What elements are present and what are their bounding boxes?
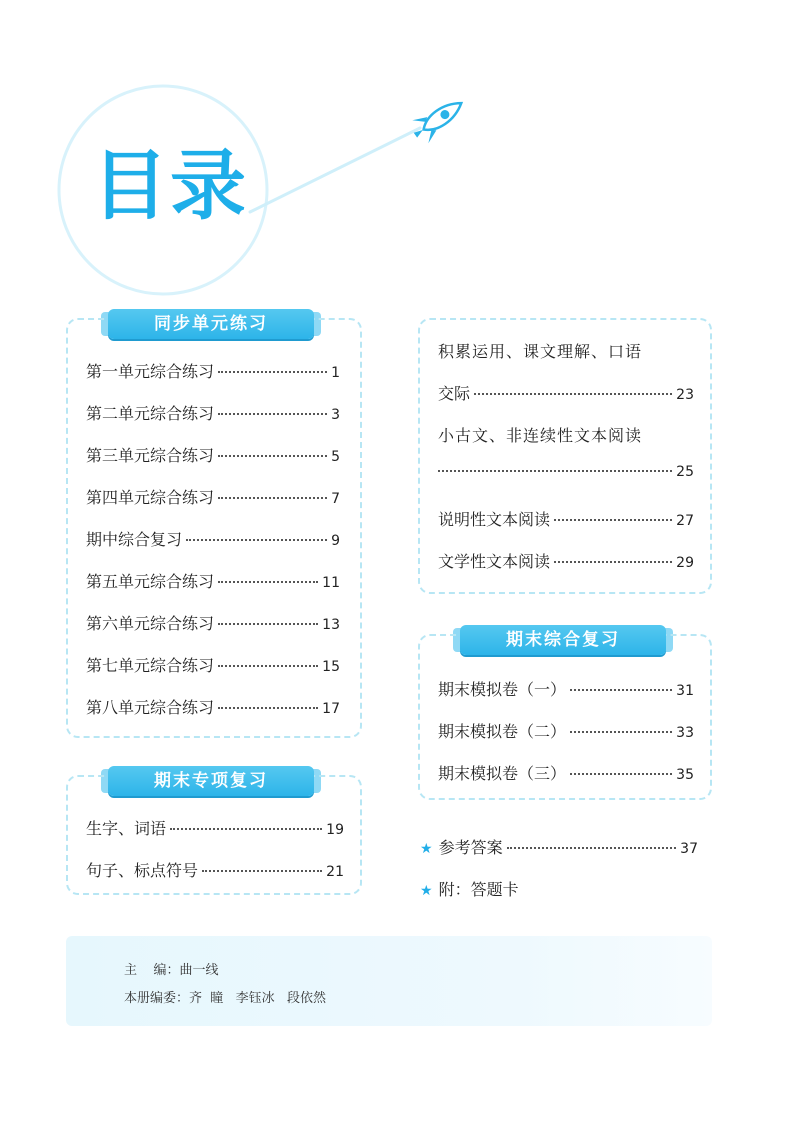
toc-label: 期中综合复习 [86,530,183,549]
toc-item[interactable] [438,761,694,783]
credits-band [66,936,712,1026]
toc-label: 期末模拟卷（一） [438,680,567,699]
section-heading-sync: 同步单元练习 [108,309,314,339]
toc-item[interactable] [86,359,340,381]
leader-dots [218,413,327,415]
toc-item[interactable] [86,695,340,717]
toc-page: 3 [331,407,340,423]
rocket-trail [250,128,420,212]
leader-dots [218,455,327,457]
toc-item[interactable] [438,464,694,486]
toc-label: 第八单元综合练习 [86,698,215,717]
editor-credit: 主 编：曲一线 [124,963,219,978]
toc-page: 19 [326,822,344,838]
toc-label: 句子、标点符号 [86,861,199,880]
leader-dots [186,539,327,541]
toc-label[interactable]: 小古文、非连续性文本阅读 [438,426,643,445]
toc-label: 参考答案 [438,838,503,857]
leader-dots [507,847,677,849]
leader-dots [570,689,672,691]
toc-page: 23 [676,387,694,403]
page-title: 目录 [92,141,248,230]
toc-page: 27 [676,513,694,529]
toc-label: 第四单元综合练习 [86,488,215,507]
editorial-board-credit: 本册编委：齐 瞳 李钰冰 段依然 [124,991,327,1006]
leader-dots [170,828,322,830]
toc-label: 生字、词语 [86,819,167,838]
toc-label: 附：答题卡 [438,880,519,899]
leader-dots [218,497,327,499]
star-icon: ★ [420,883,433,899]
leader-dots [474,393,672,395]
toc-page: 11 [322,575,340,591]
toc-item[interactable] [86,485,340,507]
toc-page: 9 [331,533,340,549]
leader-dots [202,870,322,872]
toc-page: 15 [322,659,340,675]
toc-label: 期末模拟卷（二） [438,722,567,741]
toc-item[interactable] [438,381,694,403]
leader-dots [218,665,318,667]
leader-dots [554,561,672,563]
toc-item[interactable] [438,549,694,571]
toc-page: 21 [326,864,344,880]
leader-dots [570,773,672,775]
toc-item[interactable] [86,858,344,880]
toc-page: 31 [676,683,694,699]
toc-item[interactable] [438,719,694,741]
toc-label: 第三单元综合练习 [86,446,215,465]
toc-label: 第六单元综合练习 [86,614,215,633]
leader-dots [438,470,672,472]
star-icon: ★ [420,841,433,857]
toc-page: 7 [331,491,340,507]
toc-page: 29 [676,555,694,571]
toc-label: 第七单元综合练习 [86,656,215,675]
toc-item[interactable] [86,401,340,423]
toc-item[interactable] [438,507,694,529]
toc-page: 13 [322,617,340,633]
toc-page: 5 [331,449,340,465]
toc-label: 期末模拟卷（三） [438,764,567,783]
toc-label: 文学性文本阅读 [438,552,551,571]
toc-item-answer-card[interactable] [420,877,698,899]
leader-dots [554,519,672,521]
toc-item-answers[interactable] [420,835,698,857]
toc-item[interactable] [86,816,344,838]
toc-page: 33 [676,725,694,741]
section-heading-special: 期末专项复习 [108,766,314,796]
toc-page: 25 [676,464,694,480]
toc-label: 第一单元综合练习 [86,362,215,381]
toc-page: 17 [322,701,340,717]
leader-dots [218,371,327,373]
toc-label: 第二单元综合练习 [86,404,215,423]
toc-page: 1 [331,365,340,381]
toc-item[interactable] [86,443,340,465]
leader-dots [218,707,318,709]
rocket-icon [407,92,469,147]
toc-label: 交际 [438,384,471,403]
toc-item[interactable] [86,527,340,549]
toc-item[interactable] [86,653,340,675]
leader-dots [570,731,672,733]
toc-label: 说明性文本阅读 [438,510,551,529]
toc-label: 第五单元综合练习 [86,572,215,591]
toc-item[interactable] [438,677,694,699]
leader-dots [218,623,318,625]
toc-item[interactable] [86,611,340,633]
toc-label[interactable]: 积累运用、课文理解、口语 [438,342,643,361]
section-heading-final: 期末综合复习 [460,625,666,655]
toc-page: 37 [680,841,698,857]
toc-item[interactable] [86,569,340,591]
toc-page: 35 [676,767,694,783]
leader-dots [218,581,318,583]
